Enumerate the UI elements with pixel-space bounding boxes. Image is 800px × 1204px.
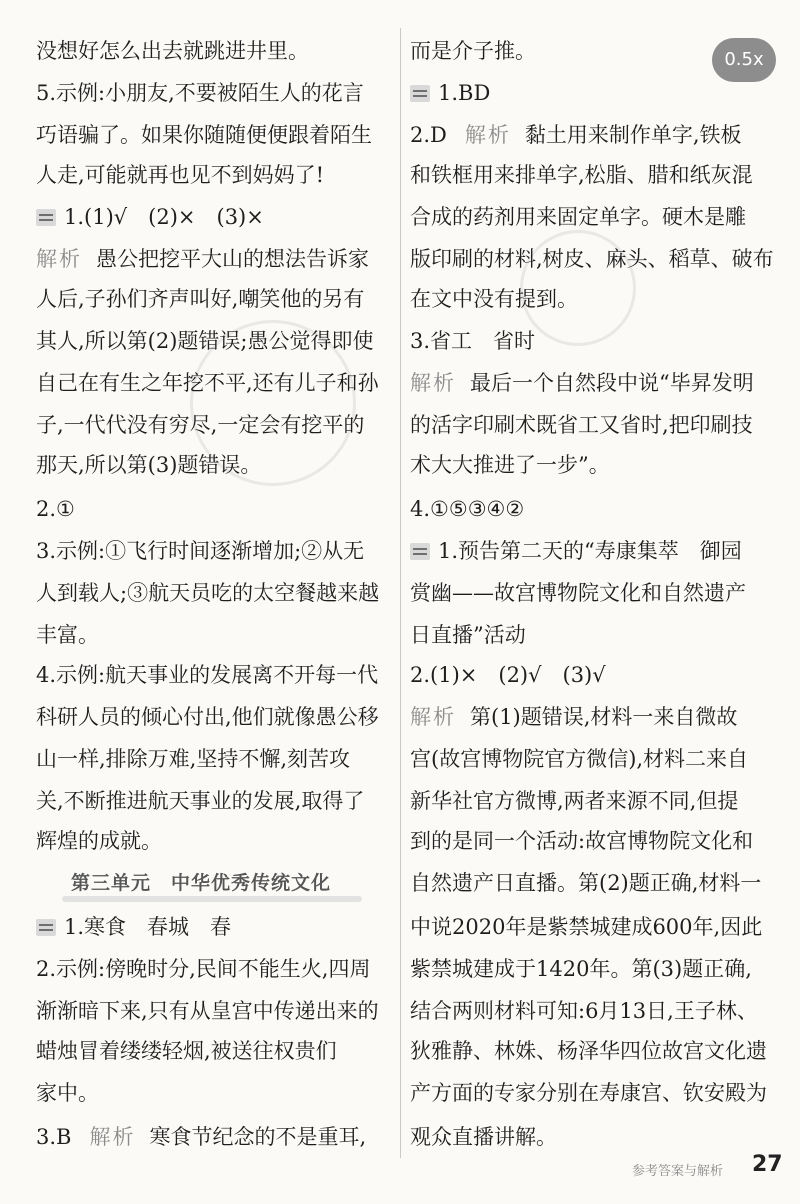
text-line: 到的是同一个活动:故宫博物院文化和 <box>410 829 754 853</box>
text-line: 中说2020年是紫禁城建成600年,因此 <box>410 915 763 939</box>
analysis-line <box>410 368 754 398</box>
answer-line <box>410 536 742 566</box>
text-line: 4.示例:航天事业的发展离不开每一代 <box>36 663 379 687</box>
text-line: 产方面的专家分别在寿康宫、钦安殿为 <box>410 1081 767 1105</box>
text-line: 人后,子孙们齐声叫好,嘲笑他的另有 <box>36 287 365 311</box>
answer-text: 1.(1)√ (2)× (3)× <box>64 205 264 229</box>
text-line: 没想好怎么出去就跳进井里。 <box>36 39 309 63</box>
text-line: 子,一代代没有穷尽,一定会有挖平的 <box>36 413 365 437</box>
text-line: 辉煌的成就。 <box>36 829 162 853</box>
answer-text: 1.寒食 春城 春 <box>64 915 232 939</box>
text-line: 赏幽——故宫博物院文化和自然遗产 <box>410 581 746 605</box>
text-line: 5.示例:小朋友,不要被陌生人的花言 <box>36 81 364 105</box>
answer-line <box>36 202 264 232</box>
analysis-label: 解析 <box>89 1125 136 1149</box>
text-line: 自己在有生之年挖不平,还有儿子和孙 <box>36 371 379 395</box>
text-line: 自然遗产日直播。第(2)题正确,材料一 <box>410 871 762 895</box>
text-line: 4.①⑤③④② <box>410 497 525 521</box>
text-line: 人走,可能就再也见不到妈妈了! <box>36 163 325 187</box>
text-line: 宫(故宫博物院官方微信),材料二来自 <box>410 747 749 771</box>
text-line: 渐渐暗下来,只有从皇宫中传递出来的 <box>36 999 379 1023</box>
text-line: 版印刷的材料,树皮、麻头、稻草、破布 <box>410 247 774 271</box>
answer-text: 2.D <box>410 123 447 147</box>
text-line: 家中。 <box>36 1081 99 1105</box>
analysis-text: 愚公把挖平大山的想法告诉家 <box>96 247 369 271</box>
text-line: 2.示例:傍晚时分,民间不能生火,四周 <box>36 957 371 981</box>
text-line: 2.(1)× (2)√ (3)√ <box>410 663 606 687</box>
analysis-text: 寒食节纪念的不是重耳, <box>149 1125 367 1149</box>
section-icon <box>36 209 56 226</box>
answer-text: 1.预告第二天的“寿康集萃 御园 <box>438 539 742 563</box>
answer-line <box>410 78 490 108</box>
analysis-line <box>410 120 742 150</box>
text-line: 日直播”活动 <box>410 623 526 647</box>
analysis-text: 最后一个自然段中说“毕昇发明 <box>470 371 754 395</box>
text-line: 紫禁城建成于1420年。第(3)题正确, <box>410 957 752 981</box>
text-line: 2.① <box>36 497 75 521</box>
text-line: 其人,所以第(2)题错误;愚公觉得即使 <box>36 329 374 353</box>
text-line: 巧语骗了。如果你随随便便跟着陌生 <box>36 123 372 147</box>
text-line: 而是介子推。 <box>410 39 536 63</box>
answer-line <box>36 912 231 942</box>
analysis-text: 黏土用来制作单字,铁板 <box>524 123 742 147</box>
text-line: 的活字印刷术既省工又省时,把印刷技 <box>410 413 753 437</box>
text-line: 山一样,排除万难,坚持不懈,刻苦攻 <box>36 747 351 771</box>
text-line: 科研人员的倾心付出,他们就像愚公移 <box>36 705 379 729</box>
answer-text: 1.BD <box>438 81 491 105</box>
analysis-label: 解析 <box>464 123 511 147</box>
text-line: 狄雅静、林姝、杨泽华四位故宫文化遗 <box>410 1039 767 1063</box>
text-line: 和铁框用来排单字,松脂、腊和纸灰混 <box>410 163 753 187</box>
text-line: 术大大推进了一步”。 <box>410 453 610 477</box>
text-line: 蜡烛冒着缕缕轻烟,被送往权贵们 <box>36 1039 337 1063</box>
text-line: 结合两则材料可知:6月13日,王子林、 <box>410 999 758 1023</box>
text-line: 丰富。 <box>36 623 99 647</box>
text-line: 关,不断推进航天事业的发展,取得了 <box>36 789 365 813</box>
answer-line <box>36 1122 366 1152</box>
analysis-label: 解析 <box>410 705 456 729</box>
analysis-text: 第(1)题错误,材料一来自微故 <box>470 705 738 729</box>
text-line: 观众直播讲解。 <box>410 1125 557 1149</box>
analysis-label: 解析 <box>410 371 456 395</box>
analysis-line <box>36 244 369 274</box>
analysis-label: 解析 <box>36 247 82 271</box>
unit-title: 第三单元 中华优秀传统文化 <box>70 872 331 894</box>
text-line: 3.省工 省时 <box>410 329 536 353</box>
section-icon <box>410 85 430 102</box>
page-number: 27 <box>752 1152 783 1177</box>
zoom-level-button[interactable]: 0.5x <box>712 38 776 82</box>
analysis-line <box>410 702 737 732</box>
section-icon <box>36 919 56 936</box>
text-line: 在文中没有提到。 <box>410 287 578 311</box>
text-line: 3.示例:①飞行时间逐渐增加;②从无 <box>36 539 365 563</box>
text-line: 合成的药剂用来固定单字。硬木是雕 <box>410 205 746 229</box>
section-icon <box>410 543 430 560</box>
column-divider <box>400 28 401 1158</box>
text-line: 那天,所以第(3)题错误。 <box>36 453 262 477</box>
footer-label: 参考答案与解析 <box>632 1164 724 1179</box>
text-line: 新华社官方微博,两者来源不同,但提 <box>410 789 739 813</box>
answer-text: 3.B <box>36 1125 72 1149</box>
text-line: 人到载人;③航天员吃的太空餐越来越 <box>36 581 380 605</box>
unit-title-underline <box>62 896 362 902</box>
